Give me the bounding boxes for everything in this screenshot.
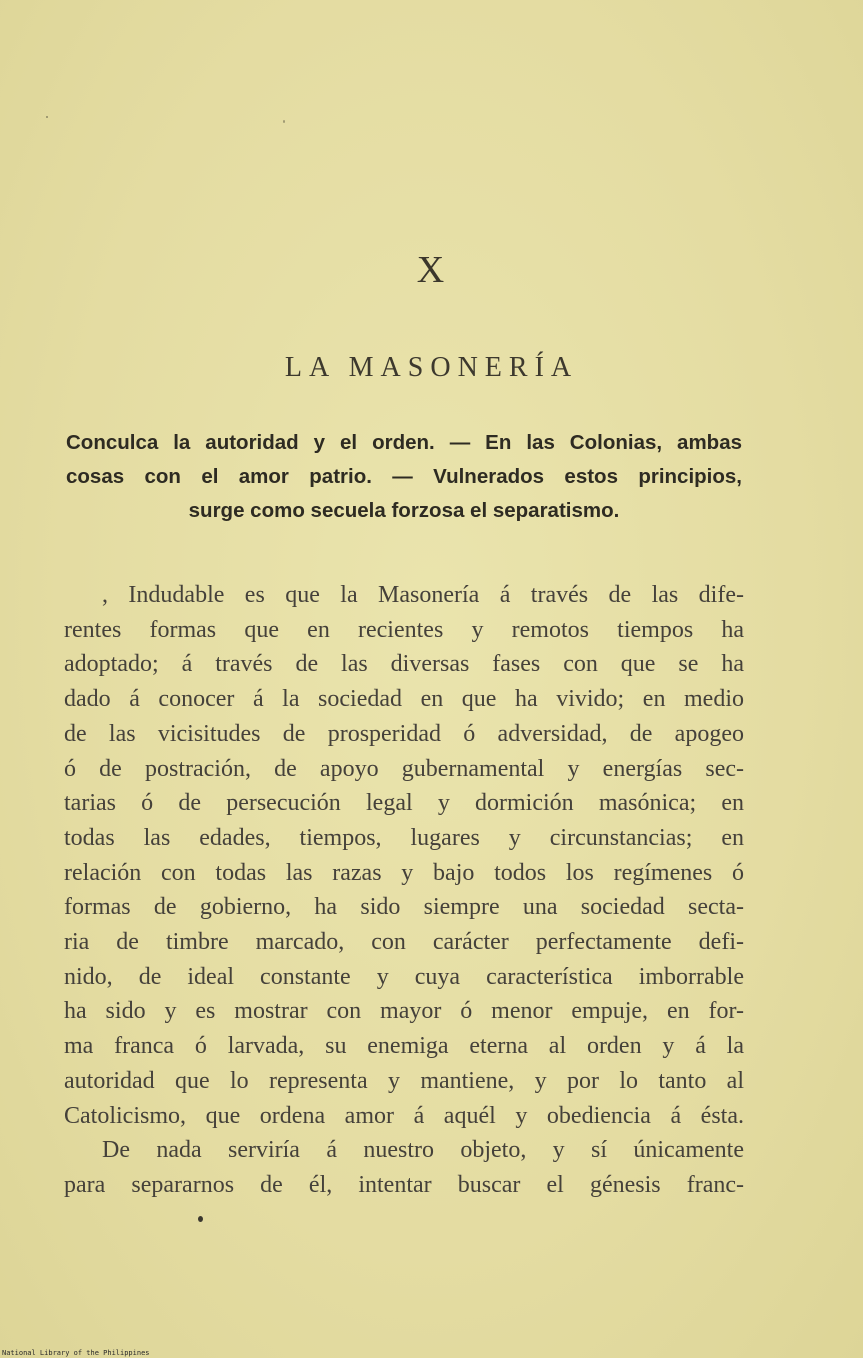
chapter-title: LA MASONERÍA (284, 352, 579, 383)
body-line: ha sido y es mostrar con mayor ó menor empuje, en for- (64, 998, 744, 1025)
library-credit: National Library of the Philippines (2, 1349, 150, 1357)
body-line: ria de timbre marcado, con carácter perfectamente defi- (64, 929, 744, 956)
body-line: de las vicisitudes de prosperidad ó adversidad, de apogeo (64, 720, 744, 747)
body-line: relación con todas las razas y bajo todos los regímenes ó (64, 859, 744, 886)
body-line: todas las edades, tiempos, lugares y circunstancias; en (64, 824, 744, 851)
body-line: Catolicismo, que ordena amor á aquél y obediencia á ésta. (64, 1102, 744, 1129)
summary-line: cosas con el amor patrio. — Vulnerados estos principios, (66, 465, 742, 488)
body-line: adoptado; á través de las diversas fases con que se ha (64, 651, 744, 678)
body-line: dado á conocer á la sociedad en que ha vivido; en medio (64, 686, 744, 713)
body-line: para separarnos de él, intentar buscar el génesis franc- (64, 1171, 744, 1198)
chapter-summary (66, 426, 742, 528)
body-line: ma franca ó larvada, su enemiga eterna al orden y á la (64, 1033, 744, 1060)
chapter-number: X (416, 249, 447, 291)
body-line: autoridad que lo representa y mantiene, y por lo tanto al (64, 1067, 744, 1094)
body-line: , Indudable es que la Masonería á través de las dife- (102, 582, 744, 608)
body-line: formas de gobierno, ha sido siempre una sociedad secta- (64, 894, 744, 921)
ink-speck (198, 1216, 203, 1222)
body-line: ó de postración, de apoyo gubernamental y energías sec- (64, 755, 744, 782)
body-line: rentes formas que en recientes y remotos tiempos ha (64, 616, 744, 643)
body-line: nido, de ideal constante y cuya característica imborrable (64, 963, 744, 990)
ink-speck (283, 120, 285, 123)
body-line: De nada serviría á nuestro objeto, y sí únicamente (102, 1137, 744, 1164)
summary-line: surge como secuela forzosa el separatismo. (188, 499, 620, 522)
summary-line: Conculca la autoridad y el orden. — En las Colonias, ambas (66, 431, 742, 454)
body-paragraphs (64, 578, 744, 1203)
ink-speck (46, 116, 48, 118)
body-line: tarias ó de persecución legal y dormición masónica; en (64, 790, 744, 817)
